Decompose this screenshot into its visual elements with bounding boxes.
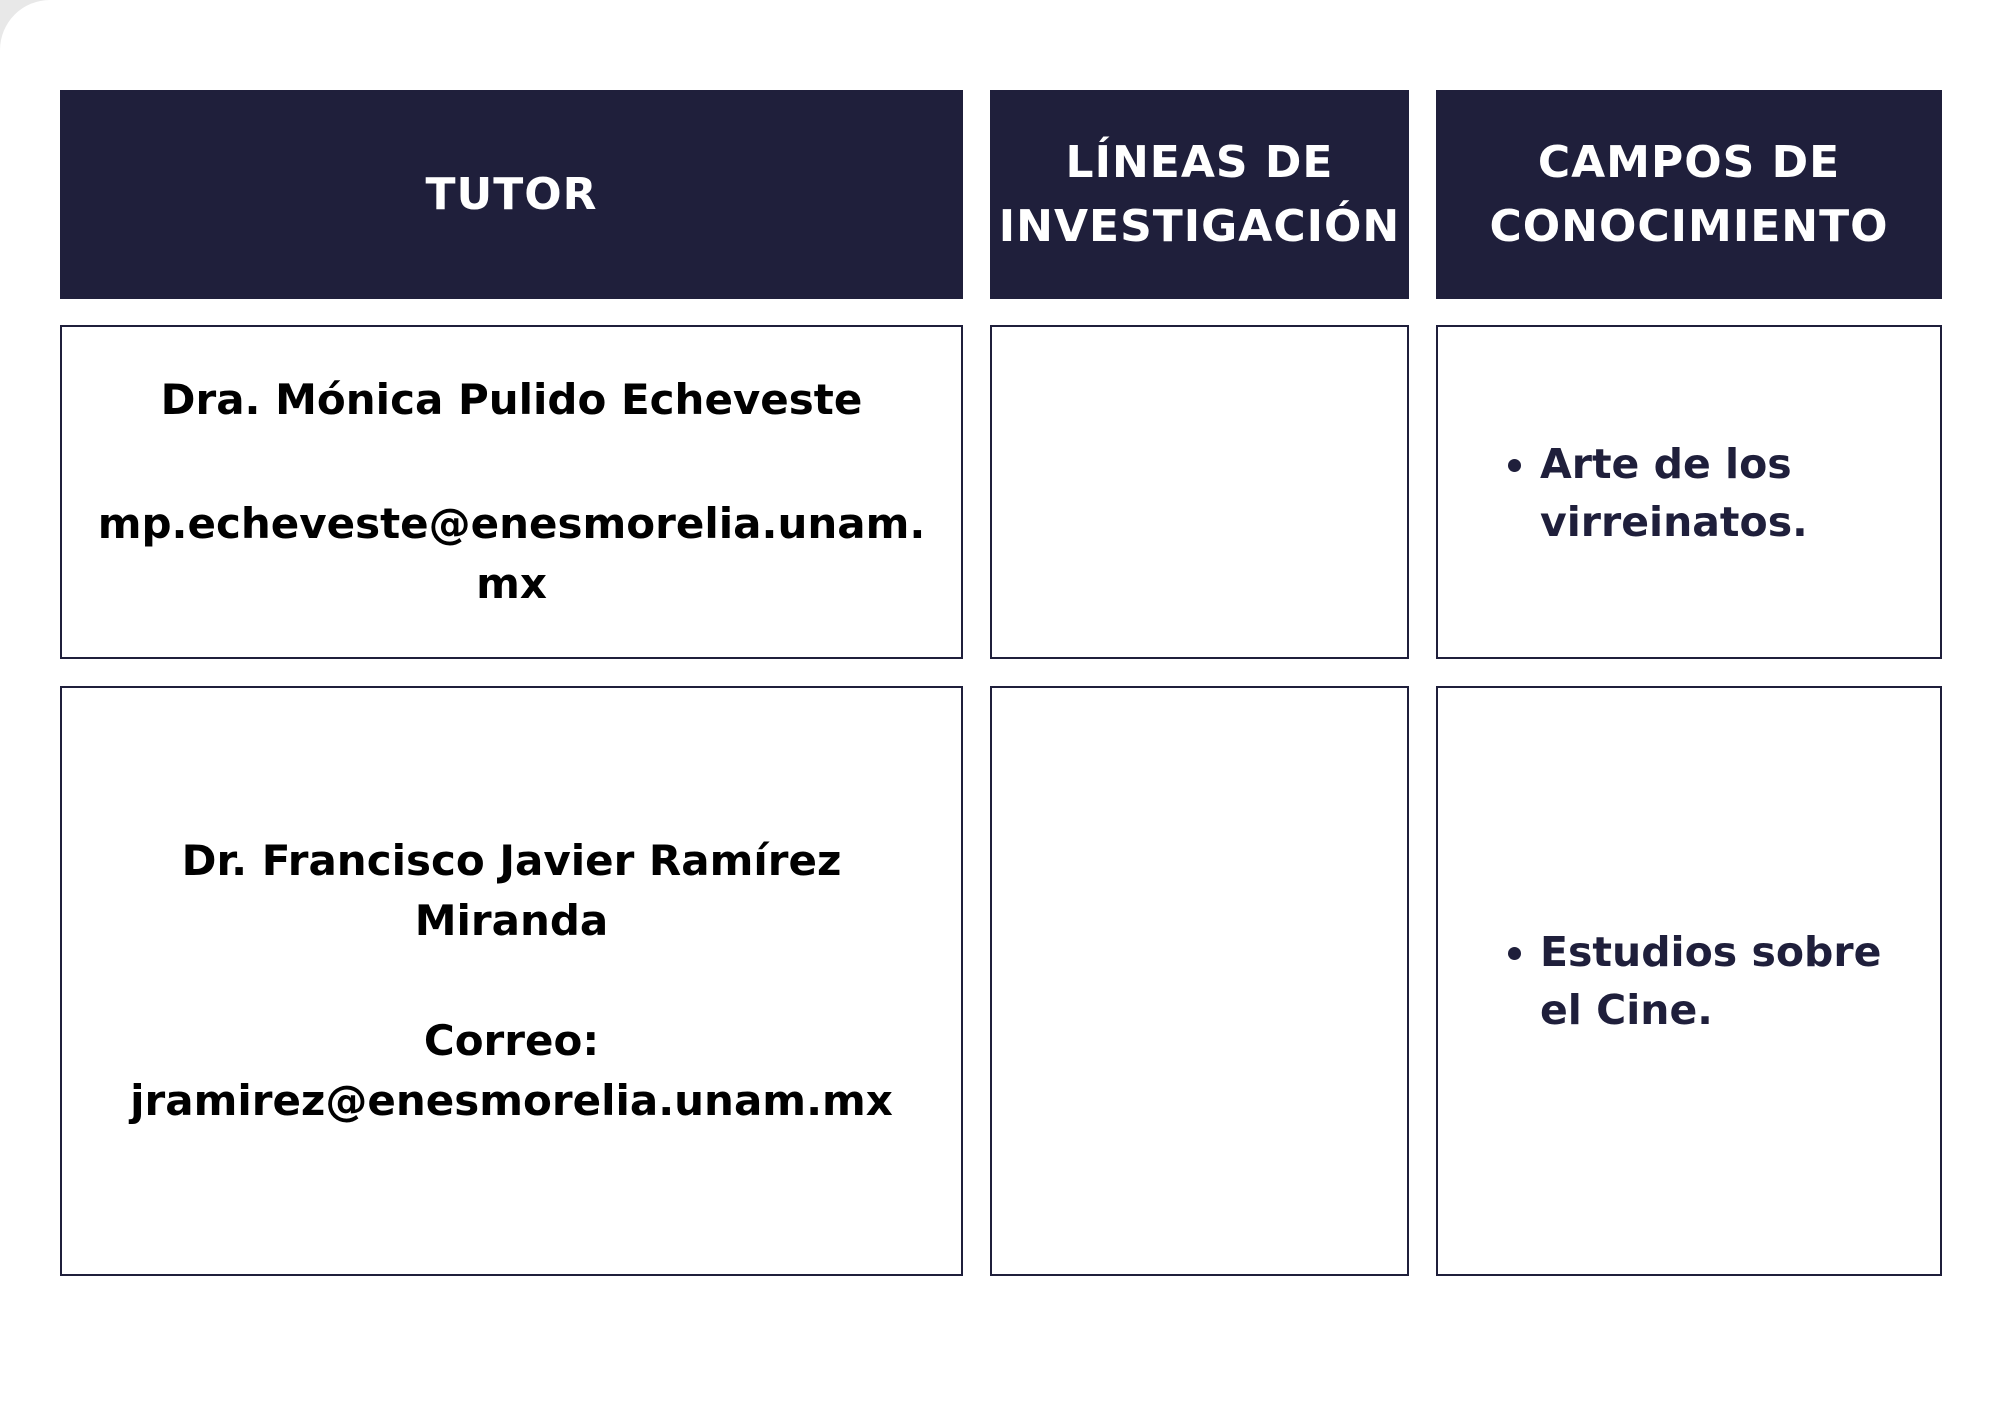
row-2-tutor-info <box>62 831 961 1131</box>
row-2-lineas-cell <box>990 686 1409 1276</box>
row-2-campos-list <box>1438 923 1940 1039</box>
row-1-tutor-email: mp.echeveste@enesmorelia.unam.mx <box>97 499 926 608</box>
header-tutor <box>60 90 963 299</box>
row-2-tutor-name: Dr. Francisco Javier Ramírez Miranda <box>181 836 842 945</box>
row-1-tutor-info <box>62 370 961 614</box>
row-1-tutor-cell <box>60 325 963 659</box>
row-1-campos-item: • Arte de los virreinatos. <box>1540 435 1920 551</box>
row-2-tutor-contact-label: Correo: <box>423 1016 600 1065</box>
row-1-campos-list <box>1438 435 1940 551</box>
header-tutor-label: TUTOR <box>425 168 598 220</box>
row-1-lineas-cell <box>990 325 1409 659</box>
header-lineas <box>990 90 1409 299</box>
row-2-campos-cell <box>1436 686 1942 1276</box>
row-1-campos-cell <box>1436 325 1942 659</box>
header-campos <box>1436 90 1942 299</box>
row-1-tutor-name: Dra. Mónica Pulido Echeveste <box>160 375 863 424</box>
row-2-tutor-cell <box>60 686 963 1276</box>
header-lineas-label: LÍNEAS DE INVESTIGACIÓN <box>998 136 1401 252</box>
row-2-tutor-email: jramirez@enesmorelia.unam.mx <box>130 1076 893 1125</box>
header-campos-label: CAMPOS DE CONOCIMIENTO <box>1489 136 1889 252</box>
row-2-campos-item: • Estudios sobre el Cine. <box>1540 923 1920 1039</box>
